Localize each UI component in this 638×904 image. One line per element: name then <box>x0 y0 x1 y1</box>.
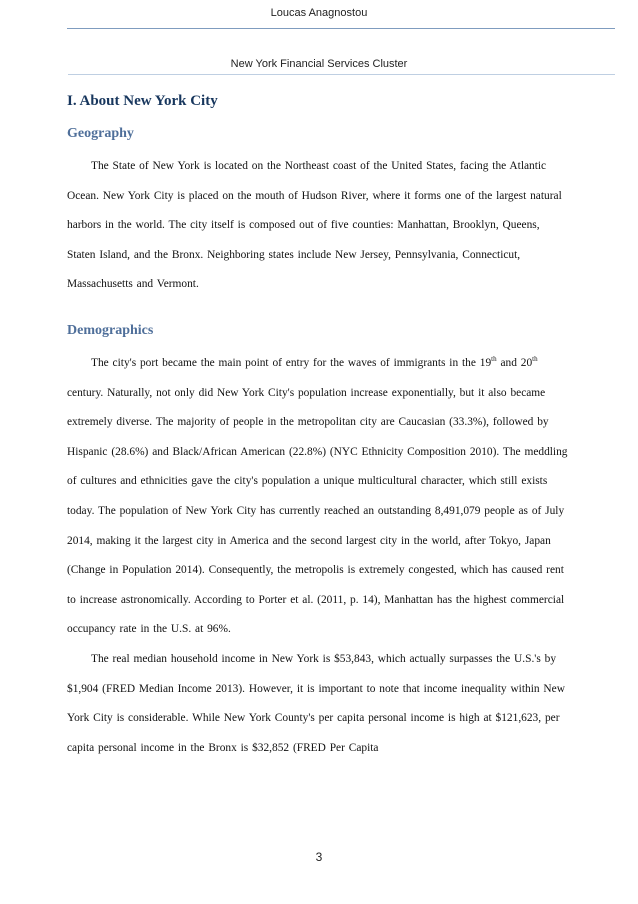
demographics-paragraph-1 <box>67 349 571 645</box>
demographics-heading: Demographics <box>67 322 154 338</box>
superscript-th-2: th <box>532 355 538 364</box>
document-body <box>67 88 571 763</box>
geography-paragraph: The State of New York is located on the Northeast coast of the United States, facing the Atlantic Ocean. New York City is placed on the mouth of Hudson River, where it forms one of the largest natural harbors in the world. The city itself is composed out of five counties: Manhattan, Brooklyn, Queens, Staten Island, and the Bronx. Neighboring states include New Jersey, Pennsylvania, Connecticut, Massachusetts and Vermont. <box>67 160 562 291</box>
page-number: 3 <box>315 850 323 864</box>
geography-heading: Geography <box>67 126 134 141</box>
demographics-p1-and: and 20 <box>496 356 533 369</box>
header-rule <box>67 28 615 29</box>
header-author: Loucas Anagnostou <box>270 7 368 19</box>
superscript-th-1: th <box>491 355 497 364</box>
demographics-p1-rest: century. Naturally, not only did New York City's population increase exponentially, but it also became extremely diverse. The majority of people in the metropolitan city are Caucasian (33.3%), followed by Hispanic (28.6%) and Black/African American (22.8%) (NYC Ethnicity Composition 2010). The meddling of cultures and ethnicities gave the city's population a unique multicultural character, which still exists today. The population of New York City has currently reached an outstanding 8,491,079 people as of July 2014, making it the largest city in America and the second largest city in the world, after Tokyo, Japan (Change in Population 2014). Consequently, the metropolis is extremely congested, which has caused rent to increase astronomically. According to Porter et al. (2011, p. 14), Manhattan has the highest commercial occupancy rate in the U.S. at 96%. <box>67 386 568 636</box>
section-title: I. About New York City <box>67 93 218 109</box>
demographics-p1-start: The city's port became the main point of entry for the waves of immigrants in the 19 <box>91 356 492 369</box>
demographics-paragraph-2: The real median household income in New York is $53,843, which actually surpasses the U.S.'s by $1,904 (FRED Median Income 2013). However, it is important to note that income inequality within New York City is considerable. While New York County's per capita personal income is high at $121,623, per capita personal income in the Bronx is $32,852 (FRED Per Capita <box>67 652 565 754</box>
header-rule-secondary <box>68 74 615 75</box>
header-subtitle: New York Financial Services Cluster <box>230 58 408 70</box>
